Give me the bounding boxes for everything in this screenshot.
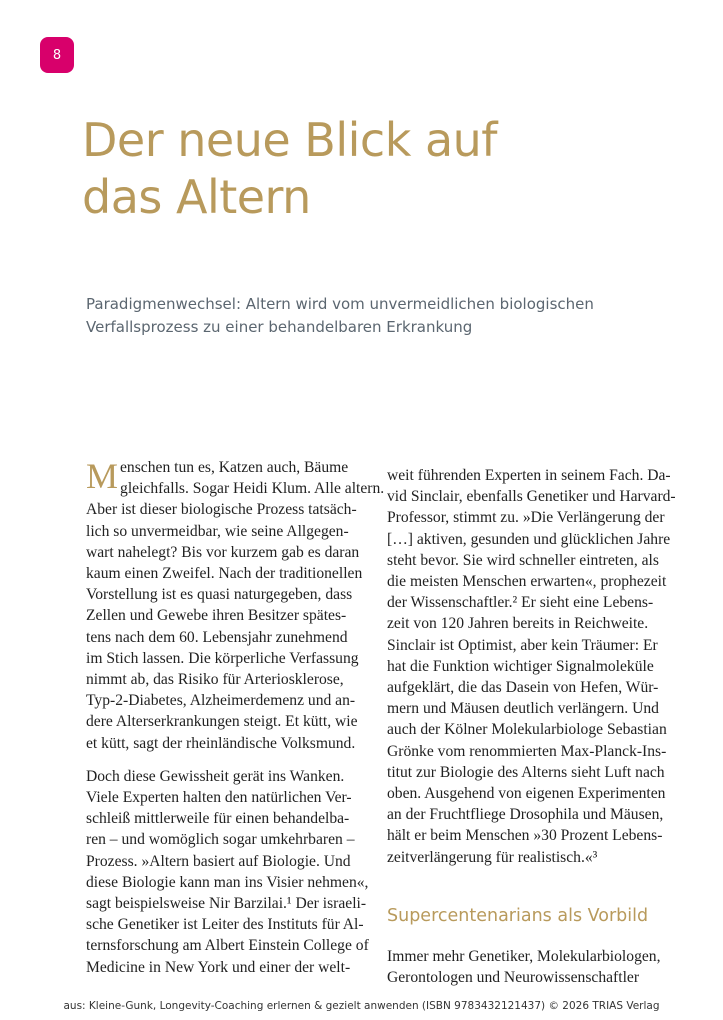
text-line: dere Alterserkrankungen steigt. Et kütt, wie: [86, 713, 358, 731]
text-line: Vorstellung ist es quasi naturgegeben, dass: [86, 586, 353, 604]
text-line: ternsforschung am Albert Einstein College of: [86, 937, 369, 955]
text-line: zeit von 120 Jahren bereits in Reichweite.: [387, 615, 649, 633]
text-line: mern und Mäusen deutlich verlängern. Und: [387, 700, 659, 718]
paragraph-4: [387, 946, 687, 988]
text-line: steht bevor. Sie wird schneller eintreten, als: [387, 551, 659, 569]
text-line: Typ-2-Diabetes, Alzheimerdemenz und an-: [86, 692, 356, 710]
section-subheading: Supercentenarians als Vorbild: [387, 905, 649, 926]
text-line: ren – und womöglich sogar umkehrbaren –: [86, 831, 355, 849]
text-line: Gerontologen und Neurowissenschaftler: [387, 969, 640, 987]
subtitle-line: Paradigmenwechsel: Altern wird vom unvermeidlichen biologischen: [86, 295, 594, 313]
text-line: enschen tun es, Katzen auch, Bäume: [120, 459, 349, 476]
text-line: der Wissenschaftler.² Er sieht eine Lebens-: [387, 594, 654, 612]
text-line: Grönke vom renommierten Max-Planck-Ins-: [387, 742, 667, 760]
chapter-subtitle: [86, 293, 686, 339]
text-line: Viele Experten halten den natürlichen Ver-: [86, 789, 352, 807]
text-line: Medicine in New York und einer der welt-: [86, 958, 351, 976]
text-line: aufgeklärt, die das Dasein von Hefen, Wür-: [387, 679, 659, 697]
text-line: lich so unvermeidbar, wie seine Allgegen-: [86, 522, 349, 540]
text-line: im Stich lassen. Die körperliche Verfassung: [86, 649, 359, 667]
text-line: kaum einen Zweifel. Nach der traditionellen: [86, 565, 363, 583]
paragraph-2: [86, 766, 376, 978]
chapter-title-line: das Altern: [82, 170, 311, 224]
right-column: [387, 465, 687, 988]
text-line: hat die Funktion wichtiger Signalmoleküle: [387, 657, 654, 675]
paragraph-3: [387, 465, 687, 868]
text-line: sche Genetiker ist Leiter des Instituts für Al-: [86, 916, 364, 934]
text-line: Professor, stimmt zu. »Die Verlängerung der: [387, 509, 665, 527]
text-line: diese Biologie kann man ins Visier nehmen«,: [86, 873, 369, 891]
text-line: Immer mehr Genetiker, Molekularbiologen,: [387, 947, 661, 965]
text-line: weit führenden Experten in seinem Fach. Da-: [387, 467, 671, 484]
paragraph-1: [86, 456, 385, 754]
drop-cap: M: [86, 456, 119, 496]
left-column: [86, 456, 385, 978]
subtitle-line: Verfallsprozess zu einer behandelbaren Erkrankung: [86, 318, 473, 336]
text-line: auch der Kölner Molekularbiologe Sebastian: [387, 721, 667, 739]
text-line: titut zur Biologie des Alterns sieht Luft nach: [387, 763, 665, 781]
page-number: 8: [52, 47, 62, 63]
text-line: Doch diese Gewissheit gerät ins Wanken.: [86, 767, 345, 785]
text-line: sagt beispielsweise Nir Barzilai.¹ Der israeli-: [86, 895, 367, 913]
text-line: vid Sinclair, ebenfalls Genetiker und Harvard-: [387, 488, 676, 506]
text-line: oben. Ausgehend von eigenen Experimenten: [387, 785, 666, 803]
text-line: nimmt ab, das Risiko für Arteriosklerose,: [86, 671, 344, 689]
text-line: wart nahelegt? Bis vor kurzem gab es daran: [86, 543, 360, 561]
text-line: hält er beim Menschen »30 Prozent Lebens-: [387, 827, 663, 845]
text-line: Sinclair ist Optimist, aber kein Träumer: Er: [387, 636, 658, 654]
page-number-badge: [40, 37, 74, 73]
text-line: gleichfalls. Sogar Heidi Klum. Alle altern.: [120, 480, 385, 498]
text-line: Zellen und Gewebe ihren Besitzer spätes-: [86, 607, 347, 625]
text-line: zeitverlängerung für realistisch.«³: [387, 848, 598, 866]
text-line: die meisten Menschen erwarten«, prophezeit: [387, 573, 667, 591]
chapter-title-line: Der neue Blick auf: [82, 113, 497, 167]
chapter-title: [82, 112, 642, 226]
text-line: Prozess. »Altern basiert auf Biologie. Und: [86, 852, 351, 870]
page-footer: aus: Kleine-Gunk, Longevity-Coaching erlernen & gezielt anwenden (ISBN 9783432121437) © 2026 TRIAS Verlag: [63, 1000, 660, 1012]
text-line: Aber ist dieser biologische Prozess tatsäch-: [86, 501, 357, 519]
text-line: et kütt, sagt der rheinländische Volksmund.: [86, 734, 356, 752]
text-line: an der Fruchtfliege Drosophila und Mäusen,: [387, 806, 664, 824]
text-line: tens nach dem 60. Lebensjahr zunehmend: [86, 628, 348, 646]
text-line: schleiß mittlerweile für einen behandelba-: [86, 810, 350, 828]
text-line: […] aktiven, gesunden und glücklichen Jahre: [387, 530, 671, 548]
